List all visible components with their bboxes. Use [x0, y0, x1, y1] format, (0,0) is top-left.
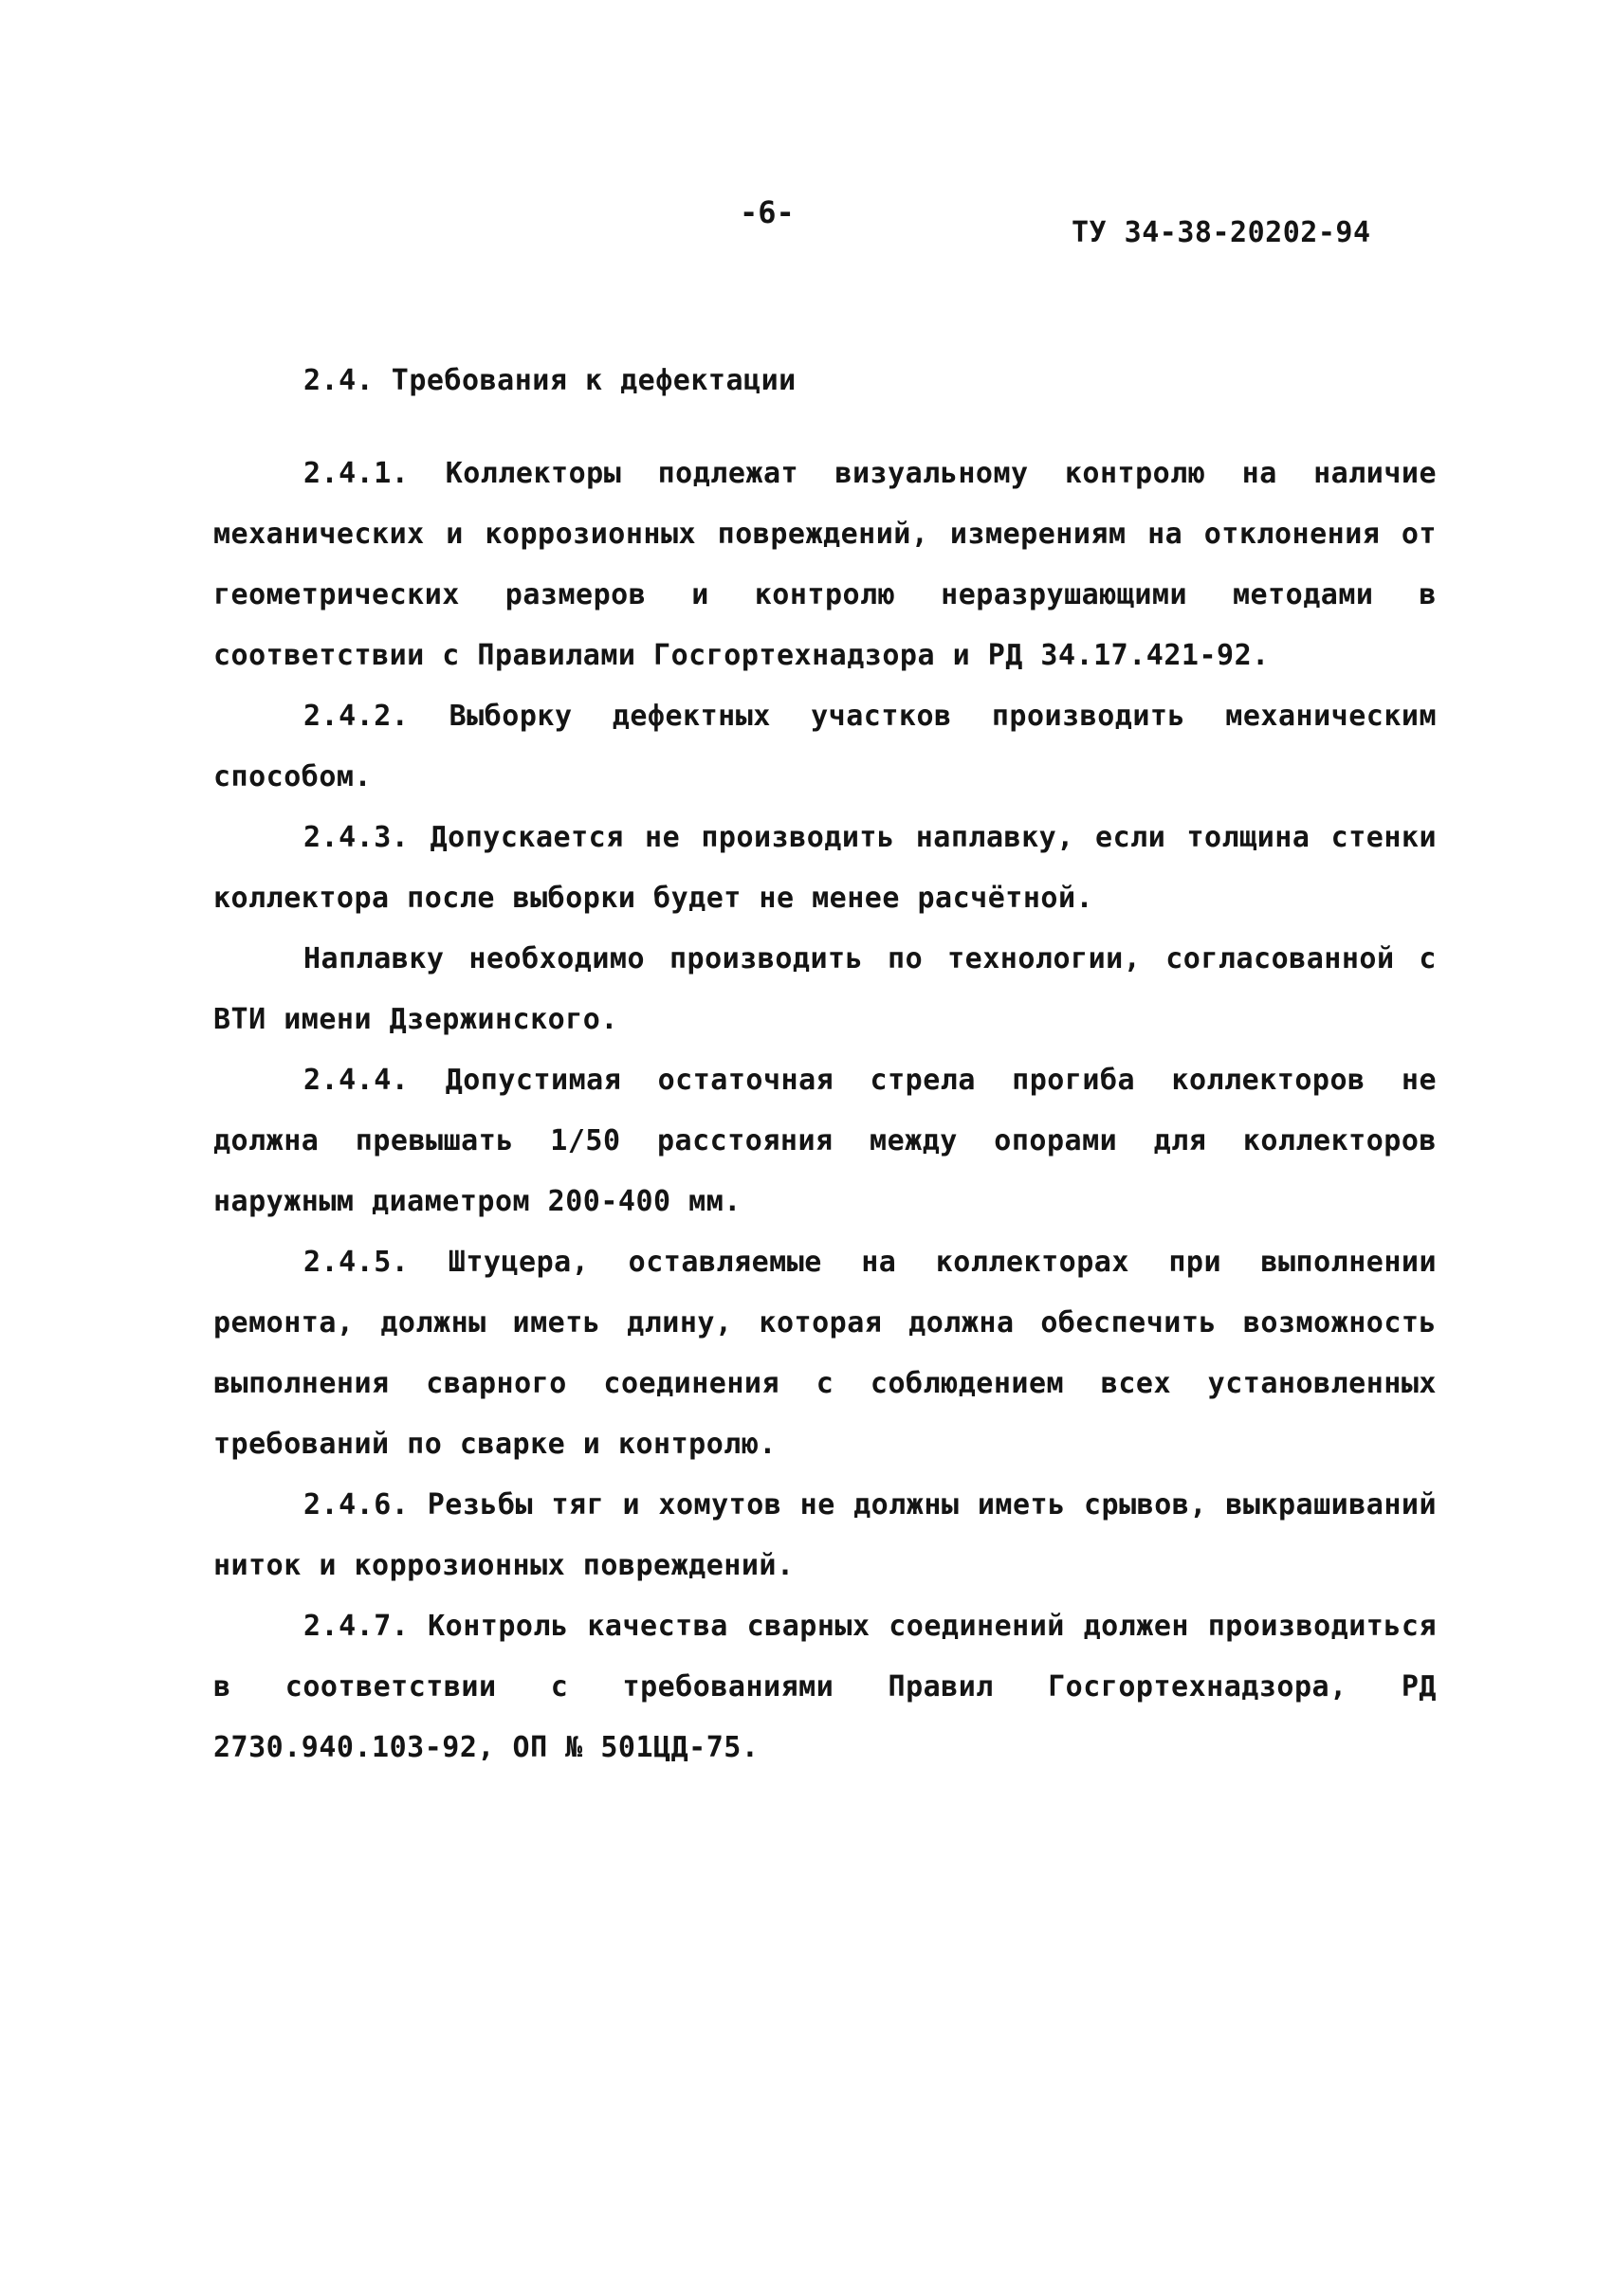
paragraph-2-4-1	[213, 444, 1437, 686]
paragraph-2-4-7	[213, 1596, 1437, 1778]
paragraph-2-4-4	[213, 1050, 1437, 1232]
paragraph-number: 2.4.4.	[303, 1064, 410, 1097]
paragraph-2-4-5	[213, 1232, 1437, 1475]
paragraph-text: Штуцера, оставляемые на коллекторах при выполнении ремонта, должны иметь длину, которая должна обеспечить возможность выполнения сварного соединения с соблюдением всех установленных требований по сварке и контролю.	[213, 1246, 1438, 1461]
page-number: -6-	[740, 194, 795, 230]
paragraph-number: 2.4.5.	[303, 1246, 410, 1279]
paragraph-text: Выборку дефектных участков производить механическим способом.	[213, 700, 1438, 793]
paragraph-number: 2.4.7.	[303, 1610, 410, 1643]
document-body	[213, 351, 1437, 1778]
paragraph-text: Резьбы тяг и хомутов не должны иметь срывов, выкрашиваний ниток и коррозионных повреждений.	[213, 1488, 1438, 1582]
paragraph-2-4-2	[213, 686, 1437, 808]
paragraph-text: Коллекторы подлежат визуальному контролю на наличие механических и коррозионных повреждений, измерениям на отклонения от геометрических размеров и контролю неразрушающими методами в соответствии с Правилами Госгортехнадзора и РД 34.17.421-92.	[213, 457, 1438, 672]
paragraph-2-4-6	[213, 1475, 1437, 1596]
document-code: ТУ 34-38-20202-94	[1072, 216, 1371, 249]
paragraph-2-4-3	[213, 808, 1437, 929]
paragraph-text: Допустимая остаточная стрела прогиба коллекторов не должна превышать 1/50 расстояния между опорами для коллекторов наружным диаметром 200-400 мм.	[213, 1064, 1438, 1218]
paragraph-number: 2.4.3.	[303, 821, 410, 854]
paragraph-text: Допускается не производить наплавку, если толщина стенки коллектора после выборки будет не менее расчётной.	[213, 821, 1438, 915]
paragraph-number: 2.4.6.	[303, 1488, 410, 1522]
paragraph-surfacing-note	[213, 929, 1437, 1050]
section-heading: 2.4. Требования к дефектации	[303, 364, 797, 397]
paragraph-text: Контроль качества сварных соединений должен производиться в соответствии с требованиями Правил Госгортехнадзора, РД 2730.940.103-92, ОП № 501ЦД-75.	[213, 1610, 1438, 1764]
paragraph-number: 2.4.1.	[303, 457, 410, 490]
paragraph-number: 2.4.2.	[303, 700, 410, 733]
paragraph-text: Наплавку необходимо производить по технологии, согласованной с ВТИ имени Дзержинского.	[213, 942, 1437, 1036]
